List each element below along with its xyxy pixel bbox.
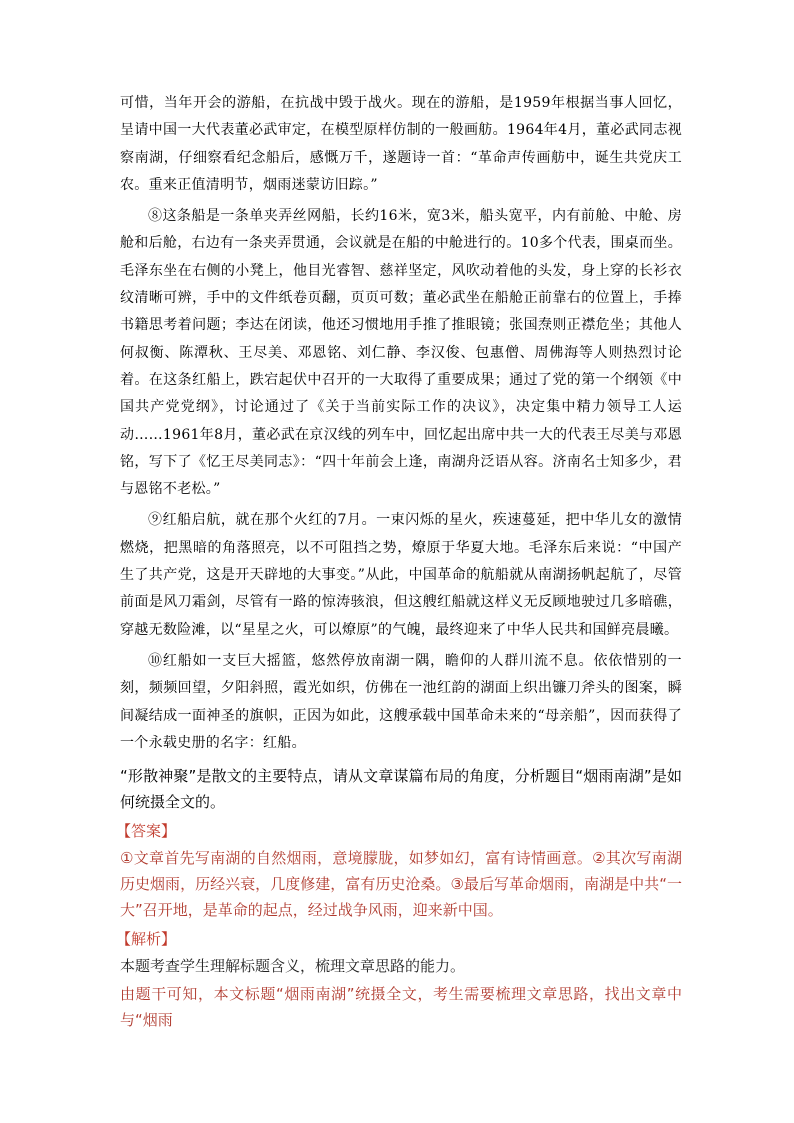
answer-text: ①文章首先写南湖的自然烟雨，意境朦胧，如梦如幻，富有诗情画意。②其次写南湖历史烟雨，历经兴衰，几度修建，富有历史沧桑。③最后写革命烟雨，南湖是中共“一大”召开地，是革命的起点，经过战争风雨，迎来新中国。: [120, 849, 682, 920]
content-area: [116, 90, 682, 1033]
answer-label: 【答案】: [116, 822, 177, 841]
passage: [120, 90, 682, 757]
question-text: “形散神聚”是散文的主要特点，请从文章谋篇布局的角度，分析题目“烟雨南湖”是如何统摄全文的。: [120, 767, 682, 812]
passage-paragraph-8: ⑧这条船是一条单夹弄丝网船，长约16米，宽3米，船头宽平，内有前舱、中舱、房舱和后舱，右边有一条夹弄贯通，会议就是在船的中舱进行的。10多个代表，围桌而坐。毛泽东坐在右侧的小凳上，他目光睿智、慈祥坚定，风吹动着他的头发，身上穿的长衫衣纹清晰可辨，手中的文件纸卷页翻，页页可数；董必武坐在船舱正前靠右的位置上，手捧书籍思考着问题；李达在闭读，他还习惯地用手推了推眼镜；张国焘则正襟危坐；其他人何叔衡、陈潭秋、王尽美、邓恩铭、刘仁静、李汉俊、包惠僧、周佛海等人则热烈讨论着。在这条红船上，跌宕起伏中召开的一大取得了重要成果；通过了党的第一个纲领《中国共产党党纲》，讨论通过了《关于当前实际工作的决议》，决定集中精力领导工人运动……1961年8月，董必武在京汉线的列车中，回忆起出席中共一大的代表王尽美与邓恩铭，写下了《忆王尽美同志》：“四十年前会上逢，南湖舟泛语从容。济南名士知多少，君与恩铭不老松。”: [120, 208, 682, 498]
passage-paragraph-continued: 可惜，当年开会的游船，在抗战中毁于战火。现在的游船，是1959年根据当事人回忆，呈请中国一大代表董必武审定，在模型原样仿制的一般画舫。1964年4月，董必武同志视察南湖，仔细察看纪念船后，感慨万千，遂题诗一首：“革命声传画舫中，诞生共党庆工农。重来正值清明节，烟雨迷蒙访旧踪。”: [120, 95, 682, 193]
passage-paragraph-9: ⑨红船启航，就在那个火红的7月。一束闪烁的星火，疾速蔓延，把中华儿女的激情燃烧，把黑暗的角落照亮，以不可阻挡之势，燎原于华夏大地。毛泽东后来说：“中国产生了共产党，这是开天辟地的大事变。”从此，中国革命的航船就从南湖扬帆起航了，尽管前面是风刀霜剑，尽管有一路的惊涛骇浪，但这艘红船就这样义无反顾地驶过几多暗礁，穿越无数险滩，以“星星之火，可以燎原”的气魄，最终迎来了中华人民共和国鲜亮晨曦。: [120, 512, 682, 638]
passage-paragraph-10: ⑩红船如一支巨大摇篮，悠然停放南湖一隅，瞻仰的人群川流不息。依依惜别的一刻，频频回望，夕阳斜照，霞光如织，仿佛在一池红韵的湖面上织出镰刀斧头的图案，瞬间凝结成一面神圣的旗帜，正因为如此，这艘承载中国革命未来的“母亲船”，因而获得了一个永载史册的名字：红船。: [120, 652, 682, 751]
analysis-line-1: 本题考查学生理解标题含义，梳理文章思路的能力。: [120, 957, 466, 976]
analysis-line-2: 由题干可知，本文标题“烟雨南湖”统摄全文，考生需要梳理文章思路，找出文章中与“烟雨: [120, 985, 682, 1030]
analysis-label: 【解析】: [116, 930, 177, 949]
